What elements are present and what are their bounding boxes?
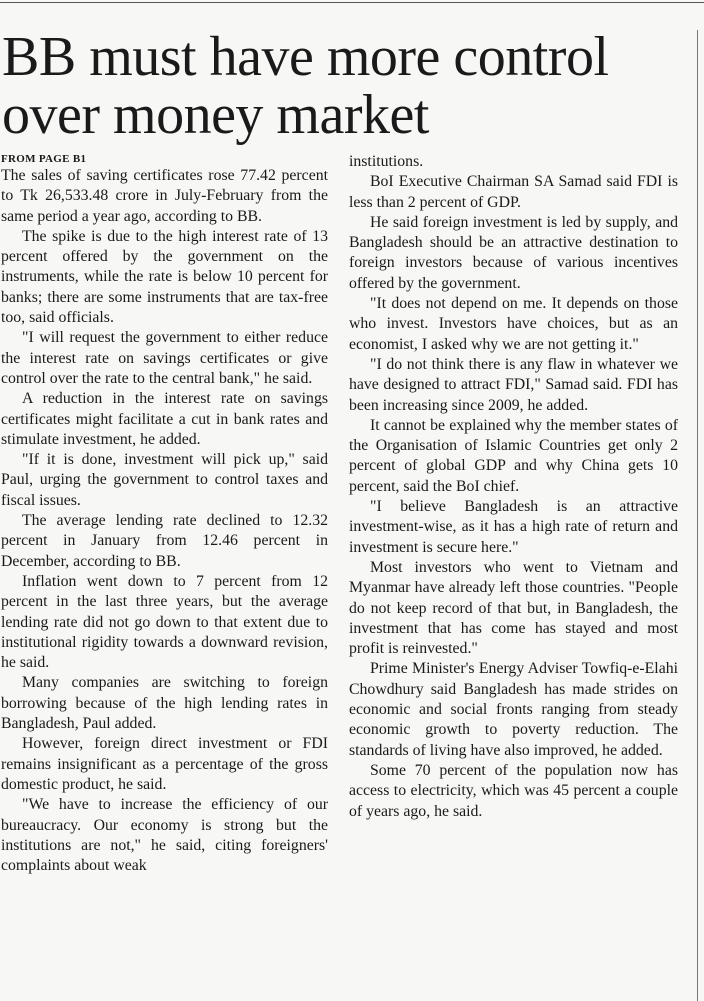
headline: BB must have more control over money market bbox=[2, 26, 609, 146]
dateline: FROM PAGE B1 bbox=[1, 153, 87, 165]
paragraph: "I will request the government to either reduce the interest rate on savings certificates or give control over the rate to the central bank," he said. bbox=[1, 329, 328, 387]
left-column bbox=[1, 152, 328, 876]
paragraph: The spike is due to the high interest rate of 13 percent offered by the government on the instruments, while the rate is below 10 percent for banks; there are some instruments that are tax-free too, said officials. bbox=[1, 227, 328, 327]
right-column bbox=[349, 152, 678, 822]
paragraph: Many companies are switching to foreign borrowing because of the high lending rates in Bangladesh, Paul added. bbox=[1, 674, 328, 733]
paragraph: A reduction in the interest rate on savings certificates might facilitate a cut in bank rates and stimulate investment, he added. bbox=[1, 390, 328, 448]
paragraph: The average lending rate declined to 12.32 percent in January from 12.46 percent in December, according to BB. bbox=[1, 512, 328, 570]
paragraph: "I believe Bangladesh is an attractive investment-wise, as it has a high rate of return and investment is secure here." bbox=[349, 498, 678, 556]
paragraph: Some 70 percent of the population now has access to electricity, which was 45 percent a couple of years ago, he said. bbox=[349, 761, 678, 820]
paragraph: However, foreign direct investment or FDI remains insignificant as a percentage of the gross domestic product, he said. bbox=[1, 735, 328, 793]
paragraph: Most investors who went to Vietnam and Myanmar have already left those countries. "People do not keep record of that but, in Bangladesh, the investment that has come has stayed and most profit is reinvested." bbox=[349, 558, 678, 658]
paragraph: institutions. bbox=[349, 153, 424, 170]
paragraph: "It does not depend on me. It depends on those who invest. Investors have choices, but as an economist, I asked why we are not getting it." bbox=[349, 295, 678, 353]
paragraph: The sales of saving certificates rose 77.42 percent to Tk 26,533.48 crore in July-February from the same period a year ago, according to BB. bbox=[1, 167, 328, 225]
paragraph: "I do not think there is any flaw in whatever we have designed to attract FDI," Samad said. FDI has been increasing since 2009, he added. bbox=[349, 355, 678, 414]
paragraph: "If it is done, investment will pick up," said Paul, urging the government to control taxes and fiscal issues. bbox=[1, 451, 328, 509]
paragraph: Inflation went down to 7 percent from 12 percent in the last three years, but the average lending rate did not go down to that extent due to institutional rigidity towards a downward revision, he said. bbox=[1, 572, 328, 672]
paragraph: "We have to increase the efficiency of our bureaucracy. Our economy is strong but the institutions are not," he said, citing foreigners' complaints about weak bbox=[1, 796, 328, 875]
paragraph: BoI Executive Chairman SA Samad said FDI is less than 2 percent of GDP. bbox=[349, 173, 678, 211]
paragraph: It cannot be explained why the member states of the Organisation of Islamic Countries get only 2 percent of global GDP and why China gets 10 percent, said the BoI chief. bbox=[349, 416, 678, 495]
top-rule bbox=[0, 2, 704, 3]
column-rule bbox=[697, 30, 698, 1001]
paragraph: He said foreign investment is led by supply, and Bangladesh should be an attractive destination to foreign investors because of various incentives offered by the government. bbox=[349, 213, 678, 292]
paragraph: Prime Minister's Energy Adviser Towfiq-e-Elahi Chowdhury said Bangladesh has made strides on economic and social fronts ranging from steady economic growth to poverty reduction. The standards of living have also improved, he added. bbox=[349, 660, 678, 759]
